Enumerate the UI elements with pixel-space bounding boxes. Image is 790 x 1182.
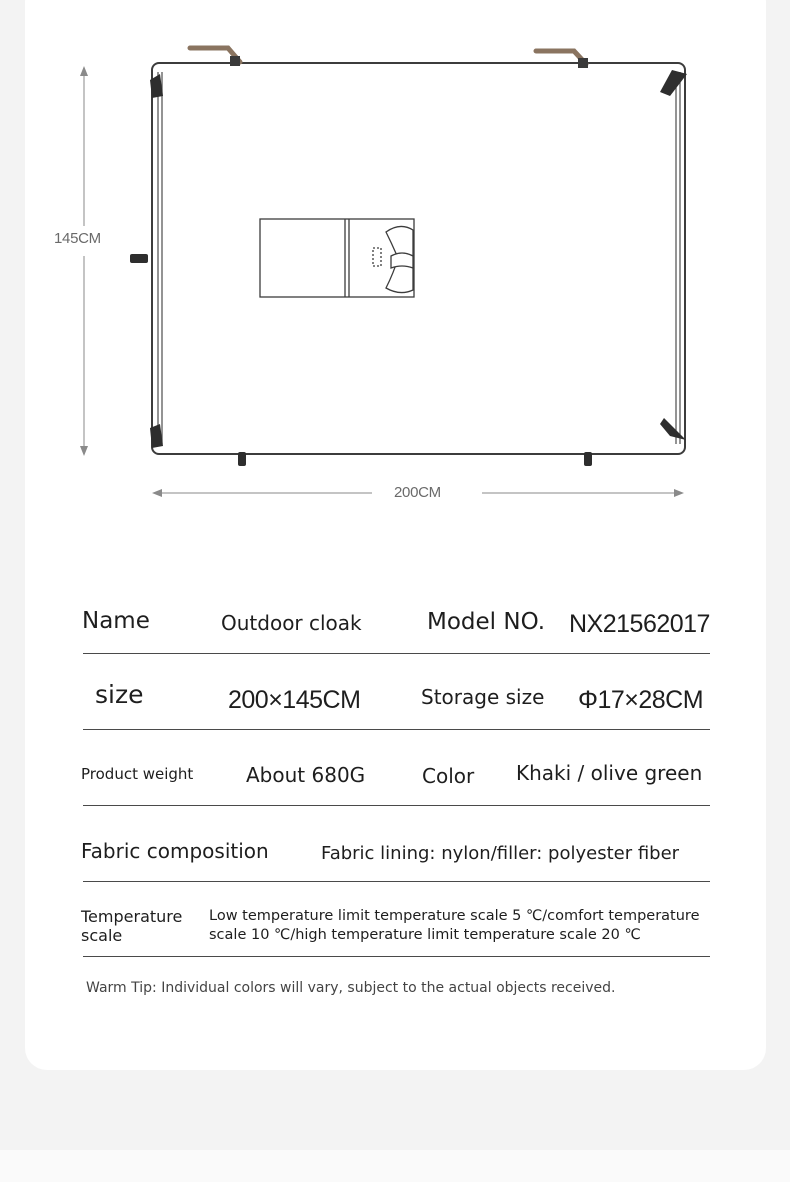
blanket-outline bbox=[152, 63, 685, 454]
height-label: 145CM bbox=[54, 230, 101, 247]
row-divider bbox=[83, 956, 710, 957]
model-value: NX21562017 bbox=[569, 610, 710, 638]
fabric-value: Fabric lining: nylon/filler: polyester fiber bbox=[321, 843, 680, 864]
row-divider bbox=[83, 881, 710, 882]
row-divider bbox=[83, 805, 710, 806]
width-label: 200CM bbox=[394, 484, 441, 501]
storage-size-label: Storage size bbox=[421, 685, 545, 709]
height-dimension-arrow bbox=[80, 66, 88, 456]
fabric-label: Fabric composition bbox=[81, 839, 269, 863]
storage-size-value: Φ17×28CM bbox=[578, 686, 704, 714]
warm-tip: Warm Tip: Individual colors will vary, subject to the actual objects received. bbox=[86, 980, 616, 996]
model-label: Model NO. bbox=[427, 609, 546, 635]
temperature-value: Low temperature limit temperature scale 5 ℃/comfort temperature scale 10 ℃/high temperature limit temperature scale 20 ℃ bbox=[209, 908, 700, 943]
storage-bag-icon bbox=[260, 219, 414, 297]
color-label: Color bbox=[422, 764, 475, 788]
row-divider bbox=[83, 653, 710, 654]
weight-value: About 680G bbox=[246, 763, 366, 787]
right-zipper bbox=[676, 72, 680, 444]
bottom-band bbox=[0, 1150, 790, 1182]
row-divider bbox=[83, 729, 710, 730]
temperature-label: Temperature scale bbox=[81, 907, 183, 945]
color-value: Khaki / olive green bbox=[516, 761, 703, 785]
cloak-diagram bbox=[0, 0, 790, 560]
name-label: Name bbox=[82, 608, 150, 634]
weight-label: Product weight bbox=[81, 765, 194, 783]
size-label: size bbox=[95, 680, 144, 709]
size-value: 200×145CM bbox=[228, 686, 361, 714]
left-zipper bbox=[158, 72, 162, 444]
name-value: Outdoor cloak bbox=[221, 611, 362, 635]
strap-icons bbox=[190, 48, 588, 68]
